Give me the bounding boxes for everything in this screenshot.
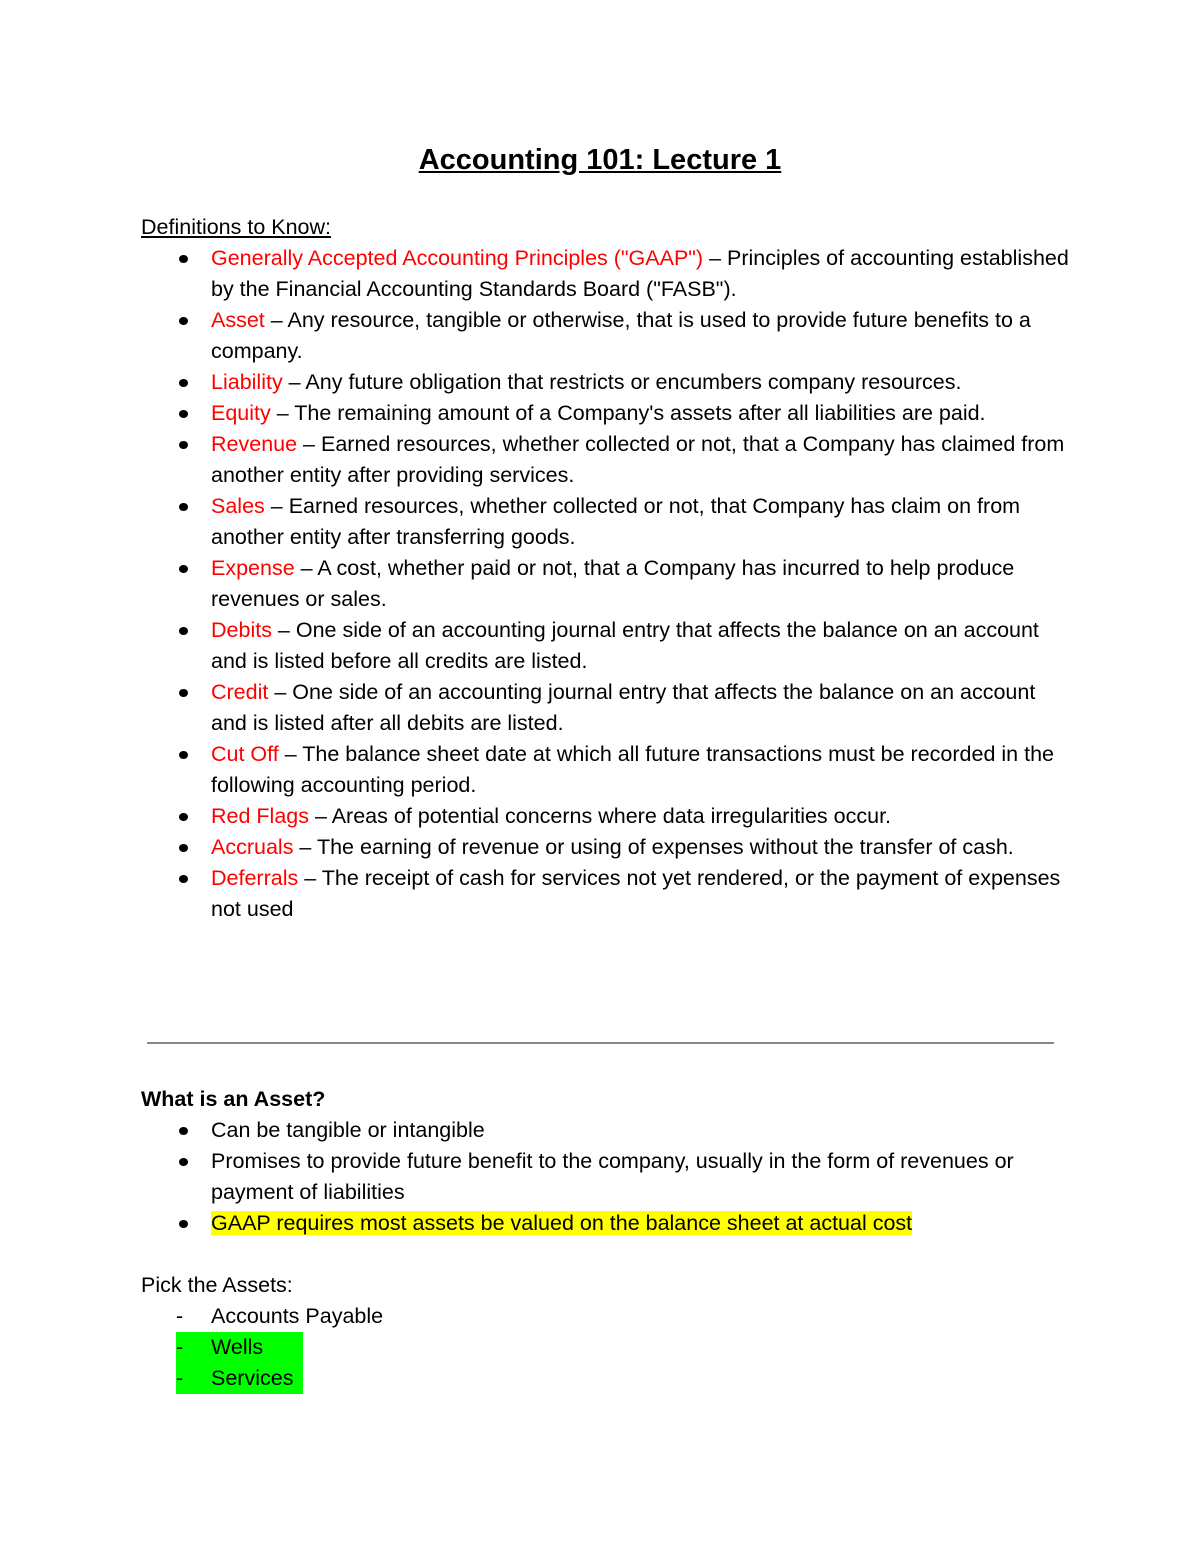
definition-item-cut-off — [141, 739, 1071, 801]
asset-list — [141, 1115, 1071, 1239]
bullet-icon — [179, 844, 188, 852]
term: Cut Off — [211, 742, 279, 766]
pick-item-highlighted — [141, 1332, 1071, 1363]
bullet-icon — [179, 379, 188, 387]
asset-bullet-text-highlighted: GAAP requires most assets be valued on the balance sheet at actual cost — [211, 1211, 913, 1235]
asset-bullet-item — [141, 1115, 1071, 1146]
definition-item-red-flags — [141, 801, 1071, 832]
bullet-icon — [179, 813, 188, 821]
bullet-icon — [179, 410, 188, 418]
bullet-icon — [179, 503, 188, 511]
bullet-icon — [179, 255, 188, 263]
definition: – The receipt of cash for services not yet rendered, or the payment of expenses not used — [211, 866, 1061, 921]
pick-assets-list — [141, 1301, 1071, 1394]
asset-heading: What is an Asset? — [141, 1087, 326, 1111]
definition: – Any resource, tangible or otherwise, that is used to provide future benefits to a company. — [211, 308, 1031, 363]
definition: – A cost, whether paid or not, that a Company has incurred to help produce revenues or sales. — [211, 556, 1015, 611]
pick-assets-section — [141, 1270, 1071, 1394]
pick-item-text: Accounts Payable — [211, 1304, 384, 1328]
term: Asset — [211, 308, 265, 332]
pick-item-text: Wells — [211, 1335, 264, 1359]
definition: – Areas of potential concerns where data irregularities occur. — [309, 804, 892, 828]
definition-item-sales — [141, 491, 1071, 553]
bullet-icon — [179, 875, 188, 883]
dash-icon: - — [176, 1335, 184, 1359]
definition-item-credit — [141, 677, 1071, 739]
bullet-icon — [179, 751, 188, 759]
pick-item — [141, 1301, 1071, 1332]
definitions-section — [141, 212, 1071, 925]
definition-item-gaap — [141, 243, 1071, 305]
definition: – The remaining amount of a Company's assets after all liabilities are paid. — [270, 401, 986, 425]
definition-item-expense — [141, 553, 1071, 615]
definition-item-equity — [141, 398, 1071, 429]
term: Red Flags — [211, 804, 309, 828]
bullet-icon — [179, 441, 188, 449]
term: Equity — [211, 401, 271, 425]
definition-item-accruals — [141, 832, 1071, 863]
asset-bullet-text: Promises to provide future benefit to the company, usually in the form of revenues or payment of liabilities — [211, 1149, 1014, 1204]
definition: – The balance sheet date at which all future transactions must be recorded in the following accounting period. — [211, 742, 1054, 797]
definition: – One side of an accounting journal entry that affects the balance on an account and is listed before all credits are listed. — [211, 618, 1039, 673]
term: Deferrals — [211, 866, 299, 890]
definition: – One side of an accounting journal entry that affects the balance on an account and is listed after all debits are listed. — [211, 680, 1036, 735]
bullet-icon — [179, 1220, 188, 1228]
bullet-icon — [179, 689, 188, 697]
definition-item-revenue — [141, 429, 1071, 491]
term: Revenue — [211, 432, 298, 456]
asset-section — [141, 1084, 1071, 1239]
definition: – The earning of revenue or using of expenses without the transfer of cash. — [293, 835, 1014, 859]
asset-bullet-text: Can be tangible or intangible — [211, 1118, 485, 1142]
bullet-icon — [179, 1127, 188, 1135]
dash-icon: - — [176, 1304, 184, 1328]
definition: – Earned resources, whether collected or not, that a Company has claimed from another entity after providing services. — [211, 432, 1065, 487]
pick-item-text: Services — [211, 1366, 294, 1390]
dash-icon: - — [176, 1366, 184, 1390]
definition: – Earned resources, whether collected or not, that Company has claim on from another entity after transferring goods. — [211, 494, 1021, 549]
asset-bullet-item — [141, 1146, 1071, 1208]
pick-item-highlighted — [141, 1363, 1071, 1394]
definitions-heading: Definitions to Know: — [141, 215, 332, 239]
horizontal-rule — [147, 1042, 1054, 1044]
term: Liability — [211, 370, 283, 394]
asset-bullet-item-highlighted — [141, 1208, 1071, 1239]
bullet-icon — [179, 565, 188, 573]
term: Credit — [211, 680, 269, 704]
term: Expense — [211, 556, 295, 580]
term: Debits — [211, 618, 272, 642]
definition-item-debits — [141, 615, 1071, 677]
definitions-list — [141, 243, 1071, 925]
definition: – Principles of accounting established by the Financial Accounting Standards Board ("FASB"). — [211, 246, 1069, 301]
term: Sales — [211, 494, 265, 518]
bullet-icon — [179, 1158, 188, 1166]
bullet-icon — [179, 317, 188, 325]
definition-item-liability — [141, 367, 1071, 398]
page-title: Accounting 101: Lecture 1 — [418, 144, 782, 176]
term: Generally Accepted Accounting Principles ("GAAP") — [211, 246, 704, 270]
definition-item-deferrals — [141, 863, 1071, 925]
definition: – Any future obligation that restricts or encumbers company resources. — [282, 370, 962, 394]
definition-item-asset — [141, 305, 1071, 367]
term: Accruals — [211, 835, 294, 859]
bullet-icon — [179, 627, 188, 635]
pick-assets-heading: Pick the Assets: — [141, 1273, 293, 1297]
